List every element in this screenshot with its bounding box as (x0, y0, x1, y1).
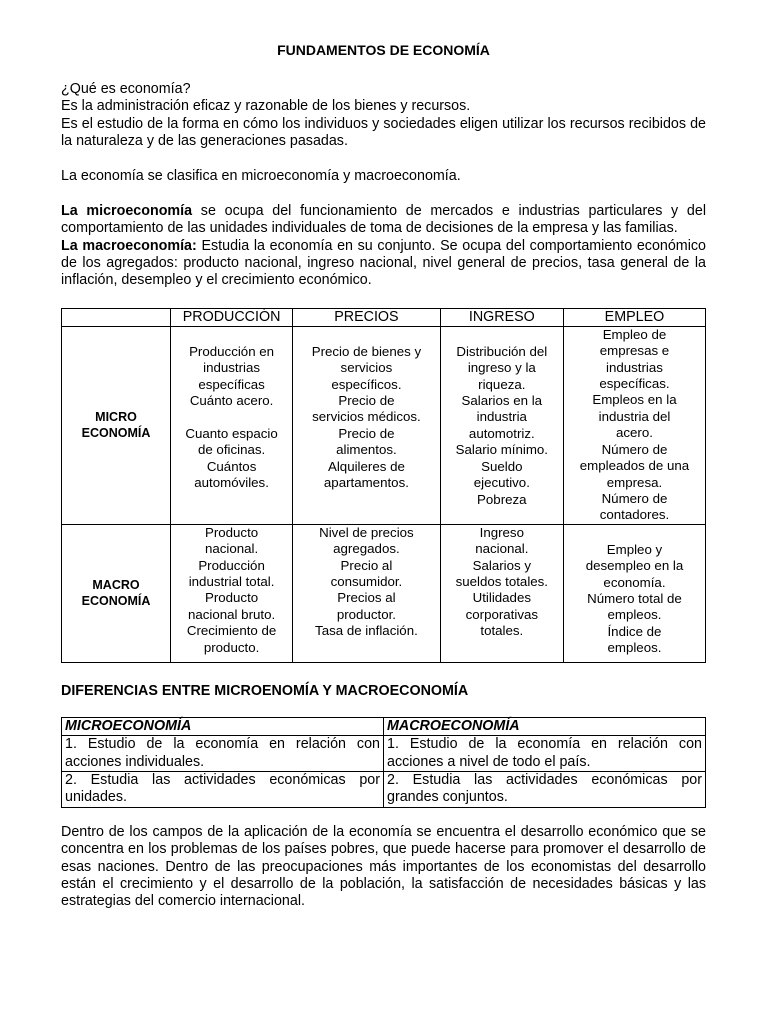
cell-micro-ingreso: Distribución del ingreso y la riqueza. Salarios en la industria automotriz. Salario mínimo. Sueldo ejecutivo. Pobreza (440, 326, 563, 524)
cell-macro-produccion: Producto nacional. Producción industrial total. Producto nacional bruto. Crecimiento de producto. (170, 524, 292, 662)
macro-difference-1: 1. Estudio de la economía en relación con acciones a nivel de todo el país. (384, 736, 706, 772)
micro-text: se ocupa del funcionamiento de mercados e industrias particulares y del comportamiento de las unidades individuales de toma de decisiones de la empresa y las familias. (61, 202, 707, 237)
macro-term: La macroeconomía: (61, 237, 197, 254)
cell-macro-precios: Nivel de precios agregados. Precio al consumidor. Precios al productor. Tasa de inflación. (293, 524, 441, 662)
cell-micro-precios: Precio de bienes y servicios específicos. Precio de servicios médicos. Precio de alimentos. Alquileres de apartamentos. (293, 326, 441, 524)
intro-answer-2: Es el estudio de la forma en cómo los individuos y sociedades eligen utilizar los recursos recibidos de la naturaleza y de las generaciones pasadas. (61, 115, 706, 150)
table-row (62, 736, 706, 772)
table-row (62, 771, 706, 807)
cell-macro-ingreso: Ingreso nacional. Salarios y sueldos totales. Utilidades corporativas totales. (440, 524, 563, 662)
section-title-differences: DIFERENCIAS ENTRE MICROENOMÍA Y MACROECONOMÍA (61, 682, 469, 699)
macro-difference-2: 2. Estudia las actividades económicas por grandes conjuntos. (384, 771, 706, 807)
micro-definition (61, 203, 706, 238)
header-produccion: PRODUCCIÓN (170, 308, 292, 326)
differences-header-row (62, 717, 706, 735)
closing-paragraph: Dentro de los campos de la aplicación de la economía se encuentra el desarrollo económico que se concentra en los problemas de los países pobres, que puede hacerse para promover el desarrollo de esas naciones. Dentro de las preocupaciones más importantes de los economistas del desarrollo están el crecimiento y el desarrollo de la población, la satisfacción de necesidades básicas y las estrategias del comercio internacional. (61, 823, 706, 910)
cell-micro-produccion: Producción en industrias específicas Cuánto acero. Cuanto espacio de oficinas. Cuántos automóviles. (170, 326, 292, 524)
cell-macro-empleo: Empleo y desempleo en la economía. Número total de empleos. Índice de empleos. (563, 524, 705, 662)
document-title: FUNDAMENTOS DE ECONOMÍA (277, 42, 490, 58)
macro-definition (61, 238, 706, 290)
micro-difference-2: 2. Estudia las actividades económicas por unidades. (62, 771, 384, 807)
header-precios: PRECIOS (293, 308, 441, 326)
economy-comparison-table (61, 308, 706, 663)
classification-text: La economía se clasifica en microeconomía y macroeconomía. (61, 168, 461, 185)
row-label-micro: MICRO ECONOMÍA (62, 326, 171, 524)
intro-question: ¿Qué es economía? (61, 81, 191, 97)
table-row-micro (62, 326, 706, 524)
micro-difference-1: 1. Estudio de la economía en relación con acciones individuales. (62, 736, 384, 772)
header-ingreso: INGRESO (440, 308, 563, 326)
header-macroeconomia: MACROECONOMÍA (384, 717, 706, 735)
differences-table (61, 717, 706, 808)
micro-term: La microeconomía (61, 202, 193, 219)
row-label-macro: MACRO ECONOMÍA (62, 524, 171, 662)
table-row-macro (62, 524, 706, 662)
header-empleo: EMPLEO (563, 308, 705, 326)
cell-micro-empleo: Empleo de empresas e industrias específicas. Empleos en la industria del acero. Número de empleados de una empresa. Número de contadores. (563, 326, 705, 524)
table-header-row (62, 308, 706, 326)
header-empty-cell (62, 308, 171, 326)
macro-text: Estudia la economía en su conjunto. Se ocupa del comportamiento económico de los agregados: producto nacional, ingreso nacional, nivel general de precios, tasa general de la inflación, desempleo y el crecimiento económico. (61, 237, 706, 289)
header-microeconomia: MICROECONOMÍA (62, 717, 384, 735)
intro-answer-1: Es la administración eficaz y razonable de los bienes y recursos. (61, 98, 471, 115)
